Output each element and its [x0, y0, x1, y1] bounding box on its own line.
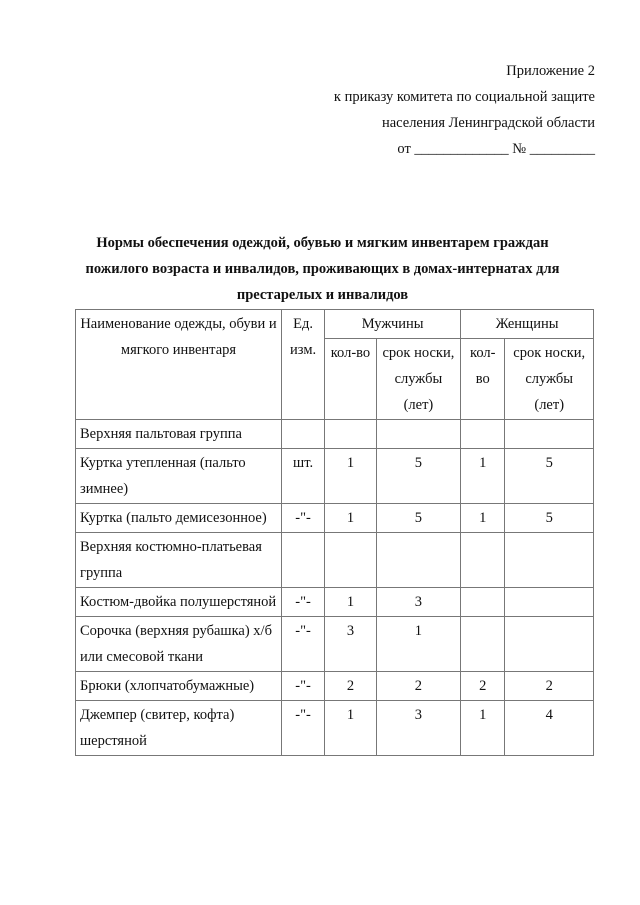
cell-women-qty: 2 [461, 672, 505, 701]
cell-men-qty: 2 [325, 672, 376, 701]
cell-item-name: Брюки (хлопчатобумажные) [76, 672, 282, 701]
cell-men-qty: 1 [325, 504, 376, 533]
order-reference: к приказу комитета по социальной защите [333, 89, 595, 105]
cell-unit: -"- [281, 588, 324, 617]
cell-men-term: 3 [376, 701, 460, 756]
cell-men-term [376, 533, 460, 588]
cell-unit: -"- [281, 617, 324, 672]
cell-women-qty [461, 533, 505, 588]
cell-women-qty: 1 [461, 701, 505, 756]
header-women: Женщины [461, 310, 594, 339]
header-unit: Ед. изм. [281, 310, 324, 420]
header-women-qty: кол-во [461, 339, 505, 420]
table-row [76, 672, 594, 701]
cell-item-name: Джемпер (свитер, кофта) шерстяной [76, 701, 282, 756]
appendix-number: Приложение 2 [506, 63, 595, 79]
cell-women-qty [461, 588, 505, 617]
cell-men-term [376, 420, 460, 449]
issuing-authority: населения Ленинградской области [381, 115, 595, 131]
cell-item-name: Верхняя пальтовая группа [76, 420, 282, 449]
cell-men-term: 2 [376, 672, 460, 701]
norms-table [75, 309, 594, 756]
table-row [76, 449, 594, 504]
document-header [334, 58, 595, 162]
cell-item-name: Куртка (пальто демисезонное) [76, 504, 282, 533]
title-line: пожилого возраста и инвалидов, проживающих в домах-интернатах для [85, 261, 560, 277]
cell-women-qty [461, 420, 505, 449]
cell-women-term: 4 [505, 701, 594, 756]
cell-women-qty [461, 617, 505, 672]
cell-item-name: Костюм-двойка полушерстяной [76, 588, 282, 617]
cell-women-term [505, 617, 594, 672]
table-body [76, 420, 594, 756]
document-title [60, 230, 585, 308]
cell-unit [281, 533, 324, 588]
cell-women-term [505, 420, 594, 449]
cell-men-qty: 1 [325, 449, 376, 504]
cell-men-qty: 1 [325, 701, 376, 756]
cell-women-qty: 1 [461, 449, 505, 504]
title-line: Нормы обеспечения одеждой, обувью и мягким инвентарем граждан [96, 235, 549, 251]
table-row [76, 617, 594, 672]
cell-men-qty [325, 420, 376, 449]
header-men-qty: кол-во [325, 339, 376, 420]
header-men: Мужчины [325, 310, 461, 339]
cell-men-term: 3 [376, 588, 460, 617]
cell-men-term: 5 [376, 449, 460, 504]
cell-women-term: 5 [505, 504, 594, 533]
table-row [76, 701, 594, 756]
cell-men-term: 1 [376, 617, 460, 672]
cell-item-name: Куртка утепленная (пальто зимнее) [76, 449, 282, 504]
cell-women-qty: 1 [461, 504, 505, 533]
title-line: престарелых и инвалидов [236, 287, 409, 303]
cell-men-qty: 3 [325, 617, 376, 672]
cell-unit: -"- [281, 504, 324, 533]
cell-women-term: 5 [505, 449, 594, 504]
cell-women-term [505, 533, 594, 588]
table-row [76, 588, 594, 617]
table-row [76, 533, 594, 588]
cell-men-qty: 1 [325, 588, 376, 617]
cell-item-name: Сорочка (верхняя рубашка) х/б или смесовой ткани [76, 617, 282, 672]
header-women-term: срок носки, службы (лет) [505, 339, 594, 420]
header-men-term: срок носки, службы (лет) [376, 339, 460, 420]
header-name: Наименование одежды, обуви и мягкого инвентаря [76, 310, 282, 420]
cell-women-term: 2 [505, 672, 594, 701]
cell-unit: -"- [281, 672, 324, 701]
cell-unit [281, 420, 324, 449]
table-row [76, 420, 594, 449]
cell-item-name: Верхняя костюмно-платьевая группа [76, 533, 282, 588]
table-row [76, 504, 594, 533]
cell-unit: -"- [281, 701, 324, 756]
cell-women-term [505, 588, 594, 617]
cell-men-term: 5 [376, 504, 460, 533]
date-number-line: от _____________ № _________ [397, 141, 595, 157]
cell-unit: шт. [281, 449, 324, 504]
table-header-row [76, 310, 594, 339]
cell-men-qty [325, 533, 376, 588]
